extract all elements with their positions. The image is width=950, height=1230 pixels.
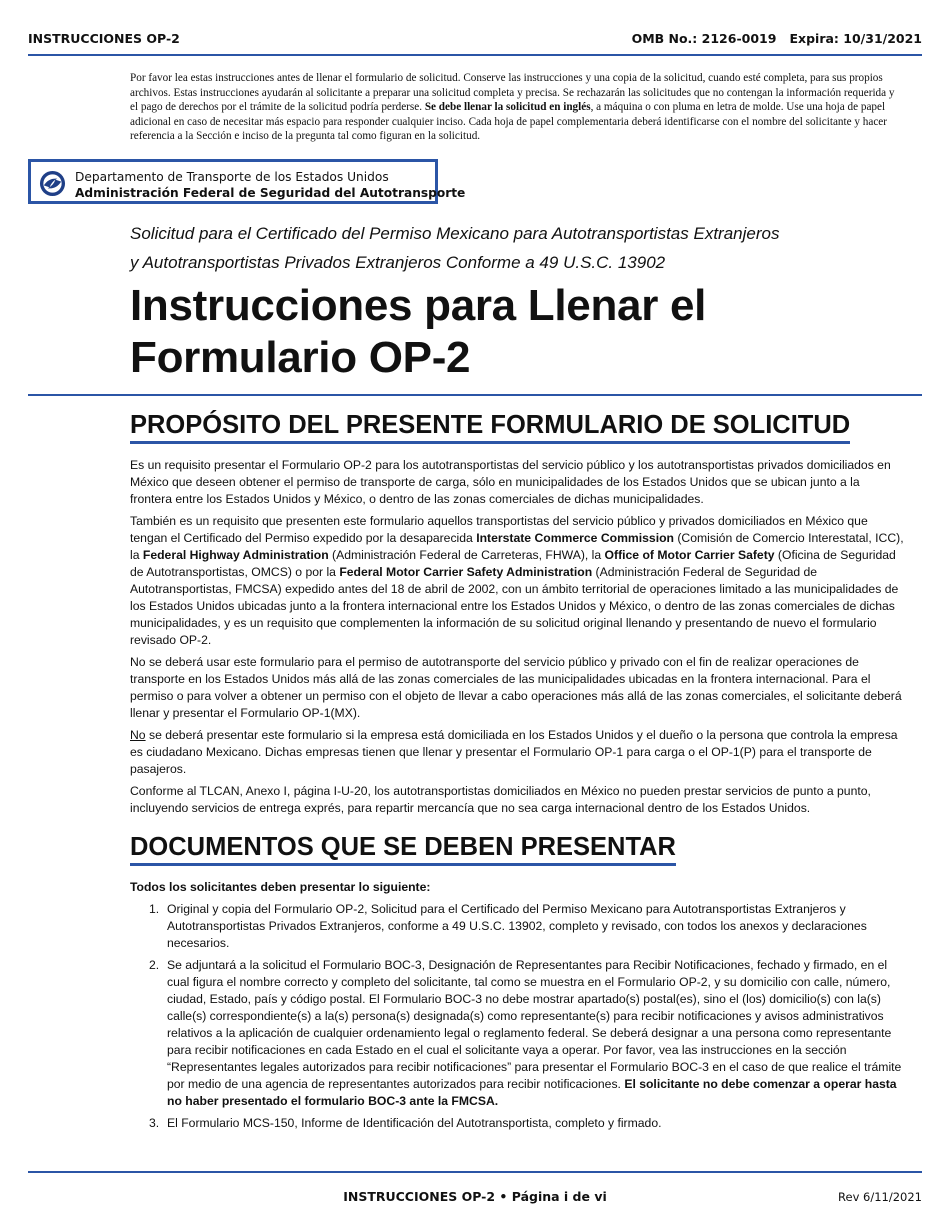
intro-paragraph: Por favor lea estas instrucciones antes de llenar el formulario de solicitud. Conserve las instrucciones y una copia de la solicitud, cuando esté completa, para sus propios archivos. Estas instrucciones ayudarán al solicitante a preparar una solicitud completa y precisa. Se rechazarán las solicitudes que no contengan la información requerida y el pago de derechos por el trámite de la solicitud podría perderse. Se debe llenar la solicitud en inglés, a máquina o con pluma en letra de molde. Use una hoja de papel adicional en caso de necesitar más espacio para responder cualquier inciso. Cada hoja de papel complementaria deberá identificarse con el nombre del solicitante y hacer referencia a la Sección e inciso de la pregunta tal como figuran en la solicitud. [130, 72, 895, 143]
footer-rule [28, 1171, 922, 1173]
purpose-paragraph-4: No se deberá presentar este formulario si la empresa está domiciliada en los Estados Unidos y el dueño o la persona que controla la empresa es ciudadano Mexicano. Dichas empresas tienen que llenar y presentar el Formulario OP-1 para carga o el OP-1(P) para el transporte de pasajeros. [130, 728, 898, 776]
purpose-body [130, 457, 904, 822]
subtitle-line-2: y Autotransportistas Privados Extranjeros Conforme a 49 U.S.C. 13902 [130, 253, 666, 272]
agency-text [75, 169, 465, 201]
list-item: 1. Original y copia del Formulario OP-2, Solicitud para el Certificado del Permiso Mexicano para Autotransportistas Extranjeros y Autotransportistas Privados Extranjeros, conforme a 49 U.S.C. 13902, completo y revisado, con todos los anexos y declaraciones necesarios. [149, 902, 867, 950]
section-heading-purpose: PROPÓSITO DEL PRESENTE FORMULARIO DE SOLICITUD [130, 410, 850, 444]
footer-revision: Rev 6/11/2021 [838, 1190, 922, 1204]
purpose-paragraph-1: Es un requisito presentar el Formulario OP-2 para los autotransportistas del servicio público y los autotransportistas privados domiciliados en México que deseen obtener el permiso de transporte de carga, sólo en municipalidades de los Estados Unidos que se ubican junto a la frontera entre los Estados Unidos y México, o dentro de las zonas comerciales de dichas municipalidades. [130, 458, 891, 506]
subtitle-line-1: Solicitud para el Certificado del Permiso Mexicano para Autotransportistas Extranjeros [130, 224, 780, 243]
purpose-paragraph-2: También es un requisito que presenten este formulario aquellos transportistas del servicio público y privados domiciliados en México que tengan el Certificado del Permiso expedido por la desaparecida Interstate Commerce Commission (Comisión de Comercio Interestatal, ICC), la Federal Highway Administration (Administración Federal de Carreteras, FHWA), la Office of Motor Carrier Safety (Oficina de Seguridad de Autotransportistas, OMCS) o por la Federal Motor Carrier Safety Administration (Administración Federal de Seguridad de Autotransportistas, FMCSA) expedido antes del 18 de abril de 2002, con un ámbito territorial de operaciones limitado a las municipalidades de los Estados Unidos ubicadas junto a la frontera internacional entre los Estados Unidos y México, o dentro de las zonas comerciales de dichas municipalidades, y es un requisito que complementen la información de su solicitud original llenando y presentando de nuevo el formulario revisado OP-2. [130, 514, 904, 647]
section-heading-documents: DOCUMENTOS QUE SE DEBEN PRESENTAR [130, 832, 676, 866]
footer-page-label: INSTRUCCIONES OP-2 • Página i de vi [343, 1189, 607, 1204]
dot-seal-icon [39, 170, 66, 197]
agency-box [28, 159, 466, 204]
list-item: 3. El Formulario MCS-150, Informe de Identificación del Autotransportista, completo y firmado. [149, 1116, 662, 1130]
administration-name: Administración Federal de Seguridad del Autotransporte [75, 186, 466, 200]
department-name: Departamento de Transporte de los Estados Unidos [75, 170, 389, 184]
page-header [28, 31, 922, 45]
list-item: 2. Se adjuntará a la solicitud el Formulario BOC-3, Designación de Representantes para Recibir Notificaciones, fechado y firmado, en el cual figura el nombre correcto y completo del solicitante, tal como se muestra en el Formulario OP-2, y su domicilio con calle, número, ciudad, Estado, país y código postal. El Formulario BOC-3 no debe mostrar apartado(s) postal(es), sino el (los) domicilio(s) con la(s) calle(s) correspondiente(s) a la(s) persona(s) designada(s) como representante(s) para recibir notificaciones y avisos administrativos relativos a la aplicación de cualquier ordenamiento legal o reglamento federal. Se deberá designar a una persona como representante para recibir notificaciones en cada Estado en el cual el solicitante vaya a operar. Por favor, vea las instrucciones en la sección “Representantes legales autorizados para recibir notificaciones” para presentar el Formulario BOC-3 en el caso de que realice el trámite por medio de una agencia de representantes autorizados para recibir notificaciones. El solicitante no debe comenzar a operar hasta no haber presentado el formulario BOC-3 ante la FMCSA. [149, 958, 902, 1108]
purpose-paragraph-3: No se deberá usar este formulario para el permiso de autotransporte del servicio público y privado con el fin de realizar operaciones de transporte en los Estados Unidos más allá de las zonas comerciales de las municipalidades ubicadas en la frontera internacional. Para el permiso o para volver a obtener un permiso con el objeto de llevar a cabo operaciones más allá de las zonas comerciales, el solicitante deberá llenar y presentar el Formulario OP-1(MX). [130, 655, 902, 720]
title-rule [28, 394, 922, 396]
documents-body [130, 879, 904, 1137]
purpose-paragraph-5: Conforme al TLCAN, Anexo I, página I-U-20, los autotransportistas domiciliados en México no pueden prestar servicios de punto a punto, incluyendo servicios de entrega exprés, para repartir mercancía que no sea carga internacional dentro de los Estados Unidos. [130, 784, 871, 815]
header-rule [28, 54, 922, 56]
documents-list [130, 901, 904, 1132]
page-title: Instrucciones para Llenar el Formulario OP-2 [130, 281, 707, 382]
header-form-label: INSTRUCCIONES OP-2 [28, 31, 180, 46]
header-omb: OMB No.: 2126-0019 Expira: 10/31/2021 [631, 31, 922, 46]
documents-lead: Todos los solicitantes deben presentar lo siguiente: [130, 880, 431, 894]
